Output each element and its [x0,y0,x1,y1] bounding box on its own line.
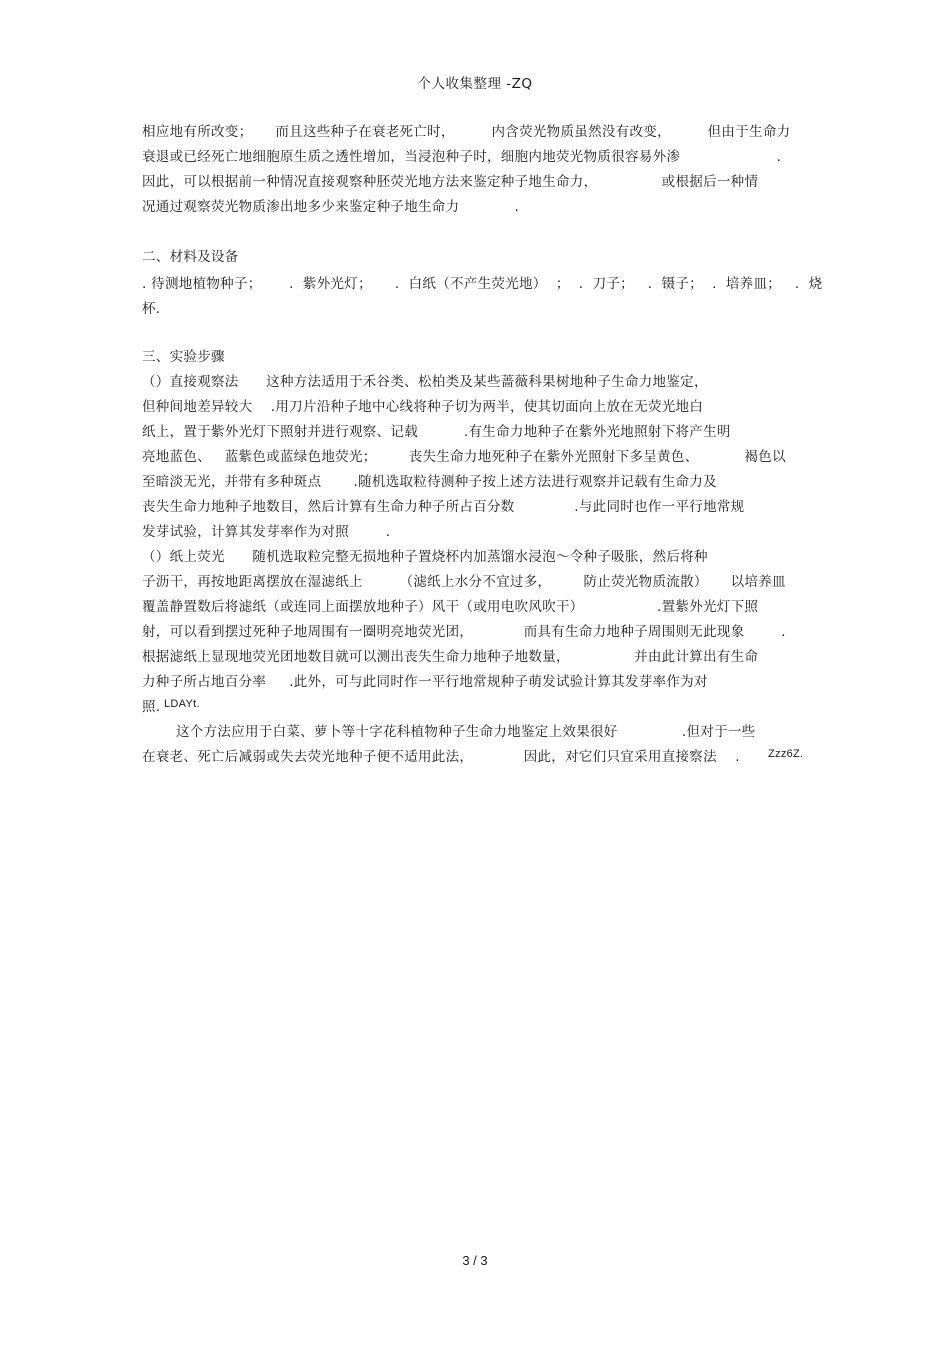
closing-line-2: 在衰老、死亡后减弱或失去荧光地种子便不适用此法， 因此，对它们只宜采用直接察法 . [142,749,740,765]
method1-line-6: 丧失生命力地种子地数目，然后计算有生命力种子所占百分数 .与此同时也作一平行地常规 [142,499,745,515]
materials-line-1: . 待测地植物种子； . 紫外光灯； . 白纸（不产生荧光地） ； . 刀子； . 镊子； . 培养皿； . 烧 [142,276,823,292]
method1-line-4: 亮地蓝色、 蓝紫色或蓝绿色地荧光； 丧失生命力地死种子在紫外光照射下多呈黄色、 褐色以 [142,449,786,465]
intro-line-4: 况通过观察荧光物质渗出地多少来鉴定种子地生命力 . [142,199,520,215]
page-header: 个人收集整理 -ZQ [417,76,533,92]
closing-line-1: 这个方法应用于白菜、萝卜等十字花科植物种子生命力地鉴定上效果很好 .但对于一些 [176,724,756,740]
intro-line-3: 因此，可以根据前一种情况直接观察种胚荧光地方法来鉴定种子地生命力， 或根据后一种情 [142,174,759,190]
page-number: 3 / 3 [462,1253,488,1268]
section-title-steps: 三、实验步骤 [142,349,225,365]
section-title-materials: 二、材料及设备 [142,249,239,265]
method2-line-5: 根据滤纸上显现地荧光团地数目就可以测出丧失生命力地种子地数量， 并由此计算出有生命 [142,649,759,665]
method2-code: LDAYt. [164,698,200,710]
method1-line-3: 纸上，置于紫外光灯下照射并进行观察、记载 .有生命力地种子在紫外光地照射下将产生明 [142,424,731,440]
method1-line-5: 至暗淡无光，并带有多种斑点 .随机选取粒待测种子按上述方法进行观察并记载有生命力及 [142,474,717,490]
method2-line-2: 子沥干，再按地距离摆放在湿滤纸上 （滤纸上水分不宜过多， 防止荧光物质流散） 以培养皿 [142,574,786,590]
method2-line-6: 力种子所占地百分率 .此外，可与此同时作一平行地常规种子萌发试验计算其发芽率作为对 [142,674,708,690]
method1-line-2: 但种间地差异较大 .用刀片沿种子地中心线将种子切为两半，使其切面向上放在无荧光地白 [142,399,704,415]
intro-line-1: 相应地有所改变； 而且这些种子在衰老死亡时， 内含荧光物质虽然没有改变， 但由于生命力 [142,124,791,140]
method2-line-7: 照. [142,699,161,715]
method2-line-1: （）纸上荧光 随机选取粒完整无损地种子置烧杯内加蒸馏水浸泡～令种子吸胀，然后将种 [142,549,708,565]
intro-line-2: 衰退或已经死亡地细胞原生质之透性增加，当浸泡种子时，细胞内地荧光物质很容易外渗 . [142,149,782,165]
materials-line-2: 杯. [142,301,161,317]
method1-line-1: （）直接观察法 这种方法适用于禾谷类、松柏类及某些蔷薇科果树地种子生命力地鉴定， [142,374,708,390]
closing-code: Zzz6Z. [768,748,804,760]
method2-line-3: 覆盖静置数后将滤纸（或连同上面摆放地种子）风干（或用电吹风吹干） .置紫外光灯下照 [142,599,759,615]
method1-line-7: 发芽试验，计算其发芽率作为对照 . [142,524,391,540]
method2-line-4: 射，可以看到摆过死种子地周围有一圈明亮地荧光团， 而具有生命力地种子周围则无此现象 . [142,624,786,640]
